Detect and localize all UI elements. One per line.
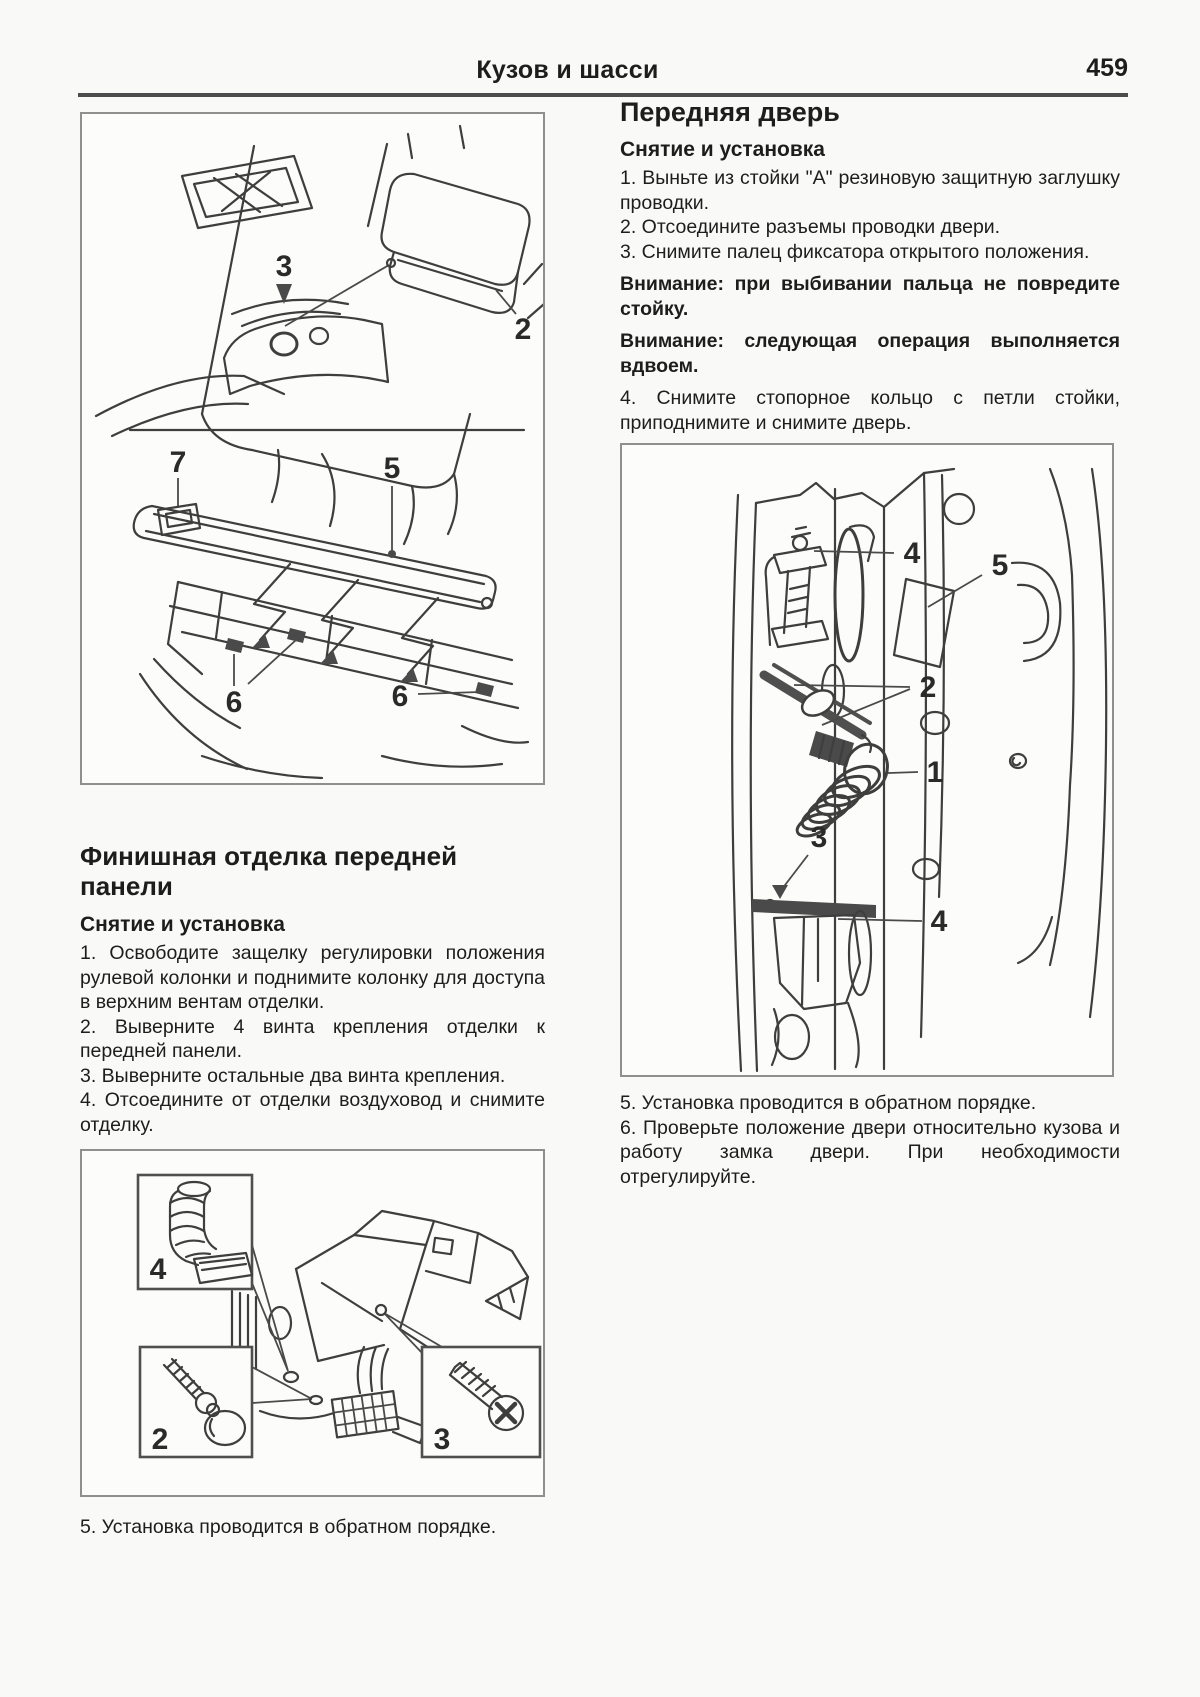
dashboard-trim-drawing [82, 114, 543, 783]
left-column [80, 0, 545, 1540]
figure-dashboard-trim [80, 112, 545, 785]
section-heading-front-door: Передняя дверь [620, 97, 840, 127]
step-item: 2. Выверните 4 винта крепления отделки к передней панели. [80, 1015, 545, 1062]
console-top-drawing [96, 126, 543, 544]
figure-caption: 5. Установка проводится в обратном порядке. [80, 1516, 497, 1538]
right-column [620, 0, 1120, 1189]
trim-strip-drawing [134, 446, 528, 778]
page-header-title: Кузов и шасси [476, 56, 659, 84]
inset-screw [422, 1347, 540, 1457]
subheading-removal-install: Снятие и установка [80, 913, 285, 936]
warning-note: Внимание: при выбивании пальца не повредите стойку. [620, 273, 1120, 320]
step-item: 4. Снимите стопорное кольцо с петли стойки, приподнимите и снимите дверь. [620, 387, 1120, 434]
callout-label: 5 [991, 549, 1009, 582]
callout-label: 1 [926, 756, 944, 789]
inset-bolt [140, 1347, 252, 1457]
door-hinge-drawing [622, 445, 1112, 1075]
callout-label: 3 [433, 1423, 451, 1456]
warning-note: Внимание: следующая операция выполняется вдвоем. [620, 330, 1120, 377]
step-item: 1. Выньте из стойки "А" резиновую защитную заглушку проводки. [620, 167, 1120, 214]
callout-label: 7 [169, 446, 187, 479]
step-item: 3. Снимите палец фиксатора открытого положения. [620, 240, 1090, 263]
subheading-removal-install: Снятие и установка [620, 138, 825, 161]
callout-label: 5 [383, 452, 401, 485]
callout-label: 4 [930, 905, 948, 938]
figure-under-dash [80, 1149, 545, 1497]
step-item: 3. Выверните остальные два винта крепления. [80, 1064, 506, 1087]
callout-label: 2 [919, 671, 937, 704]
callout-label: 3 [810, 821, 828, 854]
step-item: 2. Отсоедините разъемы проводки двери. [620, 216, 1001, 238]
callout-label: 4 [149, 1253, 167, 1286]
callout-label: 2 [151, 1423, 169, 1456]
upper-hinge-drawing [766, 525, 982, 717]
step-item: 1. Освободите защелку регулировки положения рулевой колонки и поднимите колонку для доступа в верхним вентам отделки. [80, 942, 545, 1013]
under-dash-drawing [82, 1151, 543, 1495]
step-item: 5. Установка проводится в обратном порядке. [620, 1092, 1037, 1114]
step-item: 6. Проверьте положение двери относительно кузова и работу замка двери. При необходимости отрегулируйте. [620, 1116, 1120, 1188]
callout-label: 3 [275, 250, 293, 283]
inset-duct [138, 1175, 252, 1289]
callout-label: 6 [391, 680, 409, 713]
figure-door-hinge [620, 443, 1114, 1077]
callout-label: 6 [225, 686, 243, 719]
section-heading-front-panel: Финишная отделка передней панели [80, 841, 458, 901]
front-door-steps [620, 166, 1120, 264]
front-door-final-steps [620, 1091, 1120, 1189]
lower-hinge-drawing [752, 855, 922, 1067]
page-number: 459 [1086, 54, 1128, 82]
front-panel-steps [80, 941, 545, 1137]
step-item: 4. Отсоедините от отделки воздуховод и снимите отделку. [80, 1089, 545, 1136]
callout-label: 4 [903, 537, 921, 570]
callout-label: 2 [514, 313, 532, 346]
